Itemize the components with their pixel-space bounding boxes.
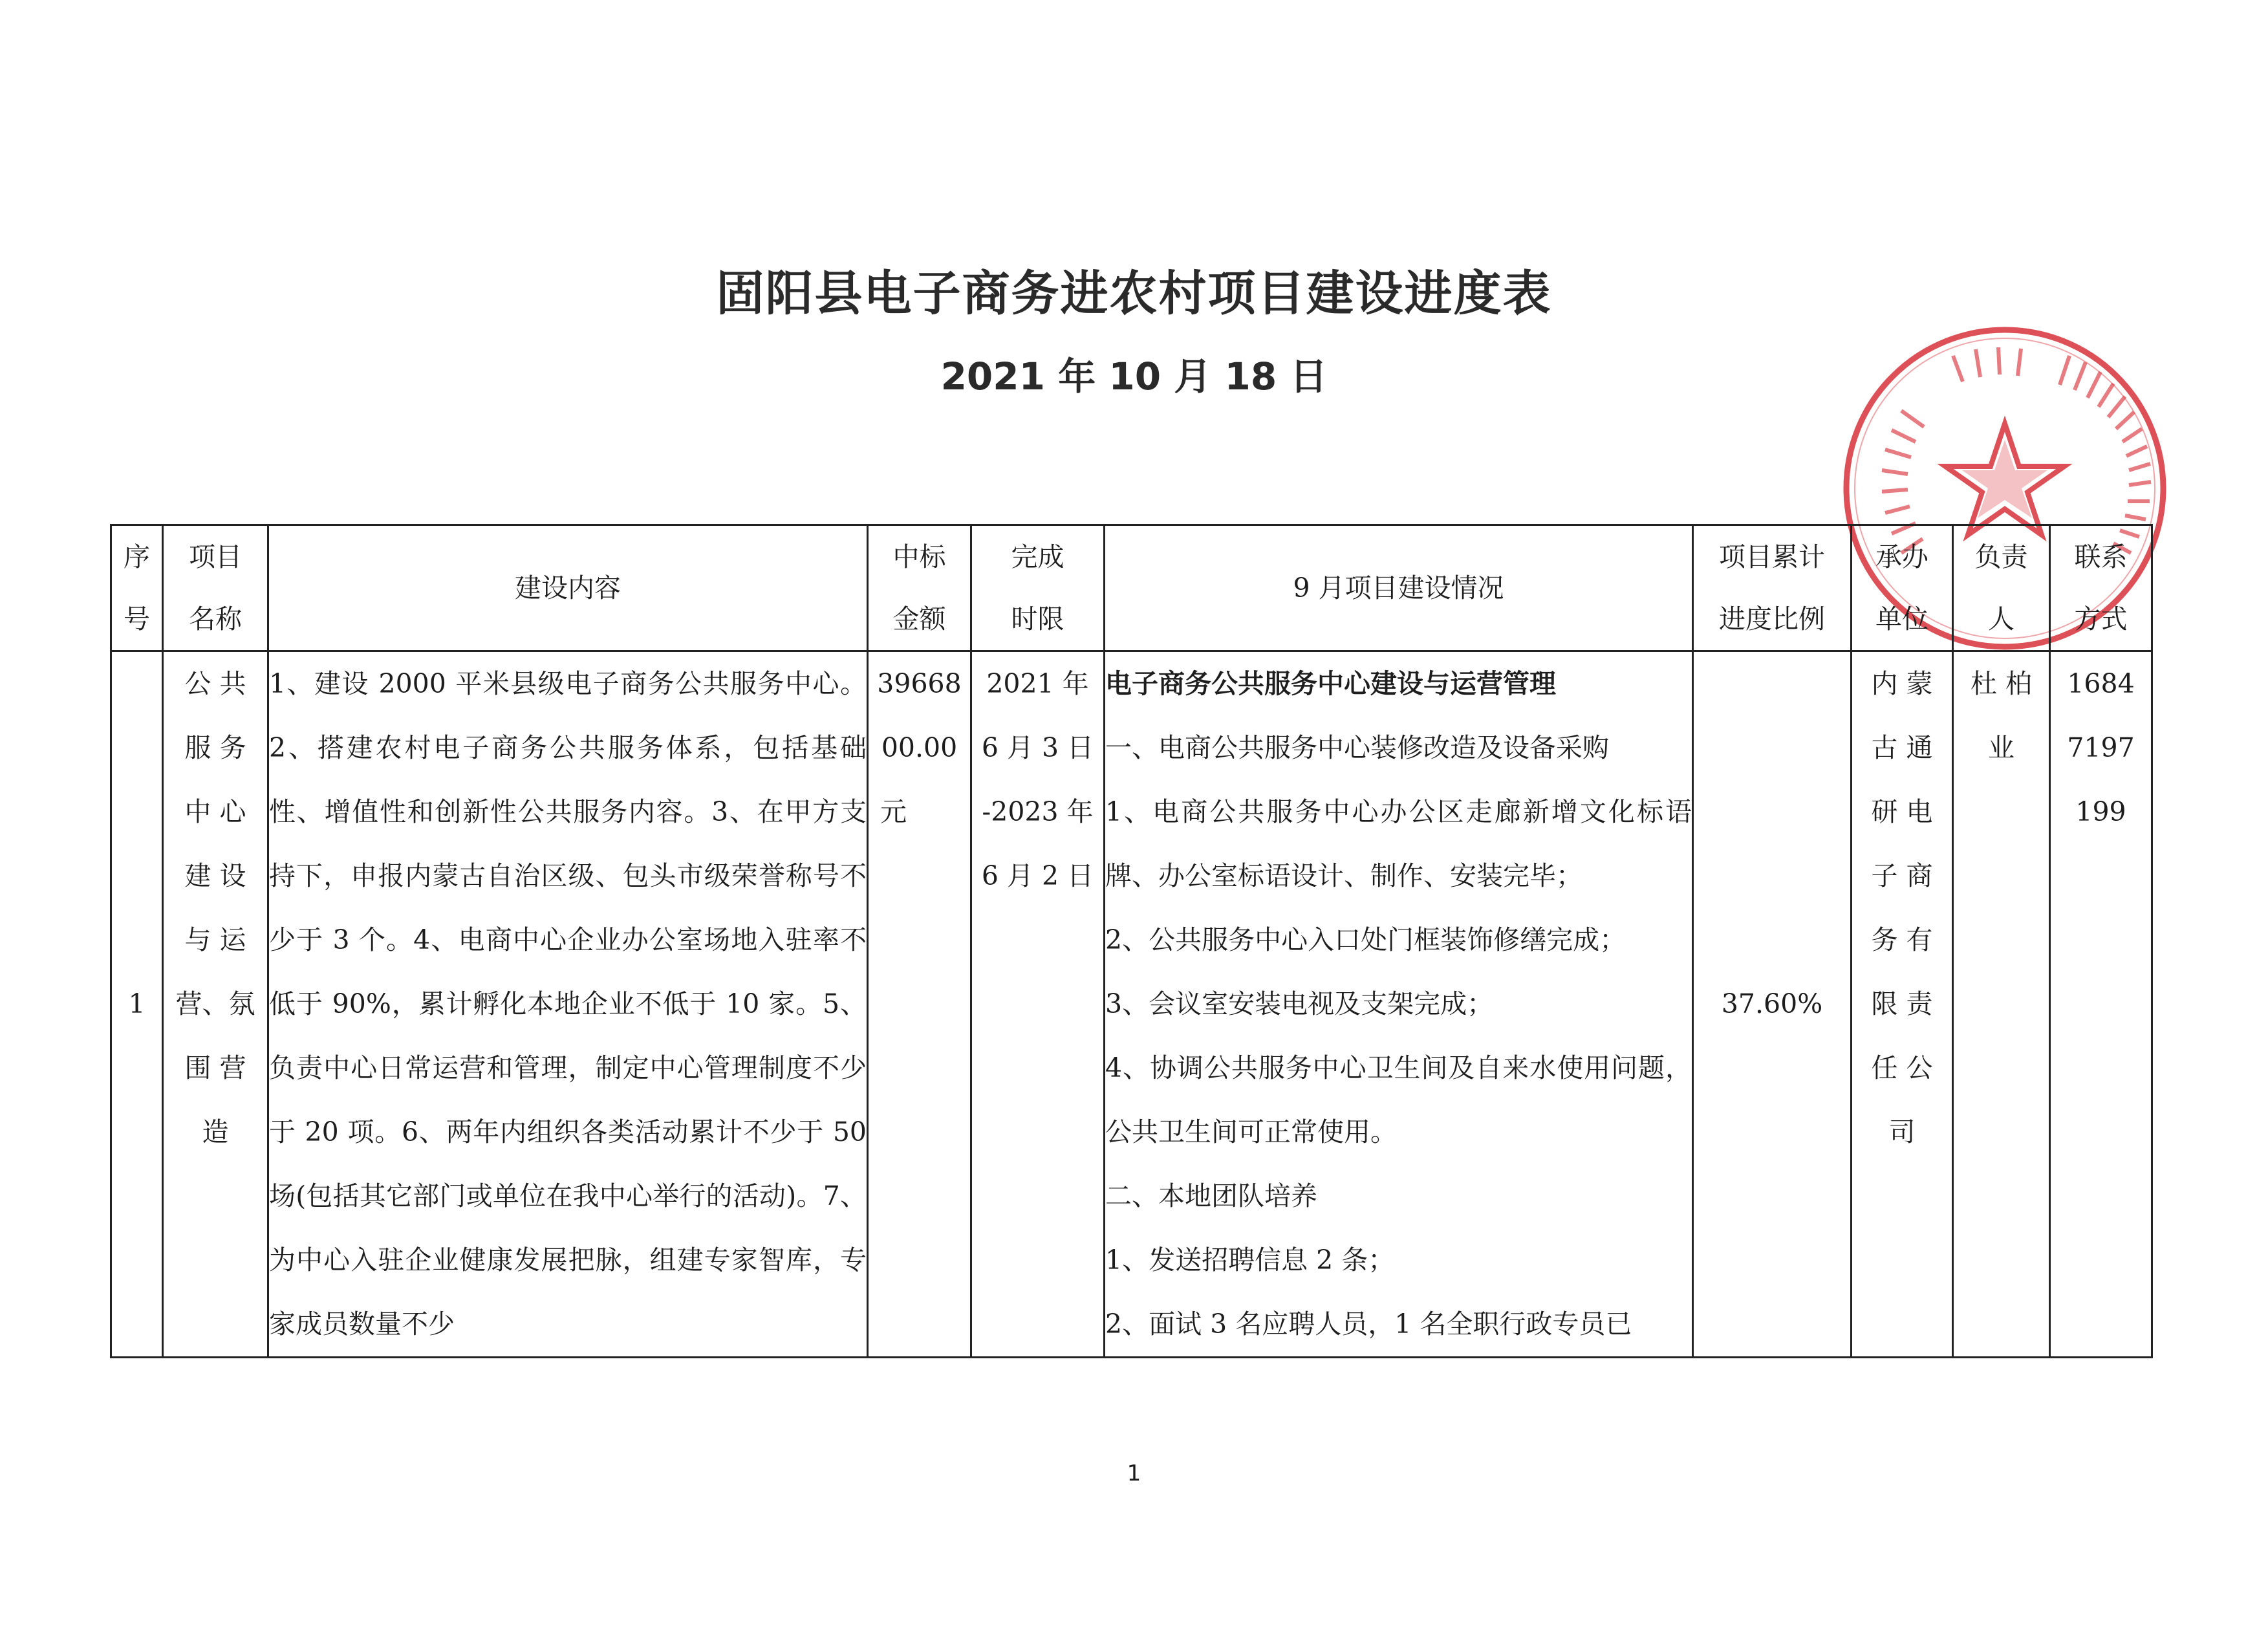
header-deadline: 完成 时限 [971, 525, 1105, 651]
header-ratio: 项目累计 进度比例 [1693, 525, 1852, 651]
header-progress: 9 月项目建设情况 [1105, 525, 1693, 651]
header-name: 项目 名称 [163, 525, 268, 651]
header-contractor: 承办 单位 [1852, 525, 1953, 651]
row-amount: 39668 00.00 元 [868, 651, 971, 1358]
document-title: 固阳县电子商务进农村项目建设进度表 [716, 266, 1552, 321]
header-amount: 中标 金额 [868, 525, 971, 651]
header-seq: 序 号 [111, 525, 163, 651]
row-contractor: 内 蒙 古 通 研 电 子 商 务 有 限 责 任 公 司 [1852, 651, 1953, 1358]
row-person: 杜 柏 业 [1953, 651, 2050, 1358]
row-seq: 1 [111, 651, 163, 1358]
row-project-name: 公 共 服 务 中 心 建 设 与 运 营、氛 围 营 造 [163, 651, 268, 1358]
row-progress: 电子商务公共服务中心建设与运营管理 一、电商公共服务中心装修改造及设备采购 1、电商公共服务中心办公区走廊新增文化标语牌、办公室标语设计、制作、安装完毕； 2、公共服务中心入口处门框装饰修缮完成； 3、会议室安装电视及支架完成； 4、协调公共服务中心卫生间及自来水使用问题，公共卫生间可正常使用。 二、本地团队培养 1、发送招聘信息 2 条； 2、面试 3 名应聘人员，1 名全职行政专员已 [1105, 651, 1693, 1358]
table-row [111, 651, 2152, 1358]
row-content: 1、建设 2000 平米县级电子商务公共服务中心。2、搭建农村电子商务公共服务体系，包括基础性、增值性和创新性公共服务内容。3、在甲方支持下，申报内蒙古自治区级、包头市级荣誉称号不少于 3 个。4、电商中心企业办公室场地入驻率不低于 90%，累计孵化本地企业不低于 10 家。5、负责中心日常运营和管理，制定中心管理制度不少于 20 项。6、两年内组织各类活动累计不少于 50 场(包括其它部门或单位在我中心举行的活动)。7、为中心入驻企业健康发展把脉，组建专家智库，专家成员数量不少 [268, 651, 868, 1358]
table-header-row [111, 525, 2152, 651]
row-contact: 1684 7197 199 [2050, 651, 2152, 1358]
header-person: 负责 人 [1953, 525, 2050, 651]
page-number: 1 [1127, 1460, 1141, 1486]
document-date: 2021 年 10 月 18 日 [940, 354, 1328, 398]
row-ratio: 37.60% [1693, 651, 1852, 1358]
progress-table [110, 524, 2153, 1358]
header-contact: 联系 方式 [2050, 525, 2152, 651]
header-content: 建设内容 [268, 525, 868, 651]
row-deadline: 2021 年 6 月 3 日 -2023 年 6 月 2 日 [971, 651, 1105, 1358]
